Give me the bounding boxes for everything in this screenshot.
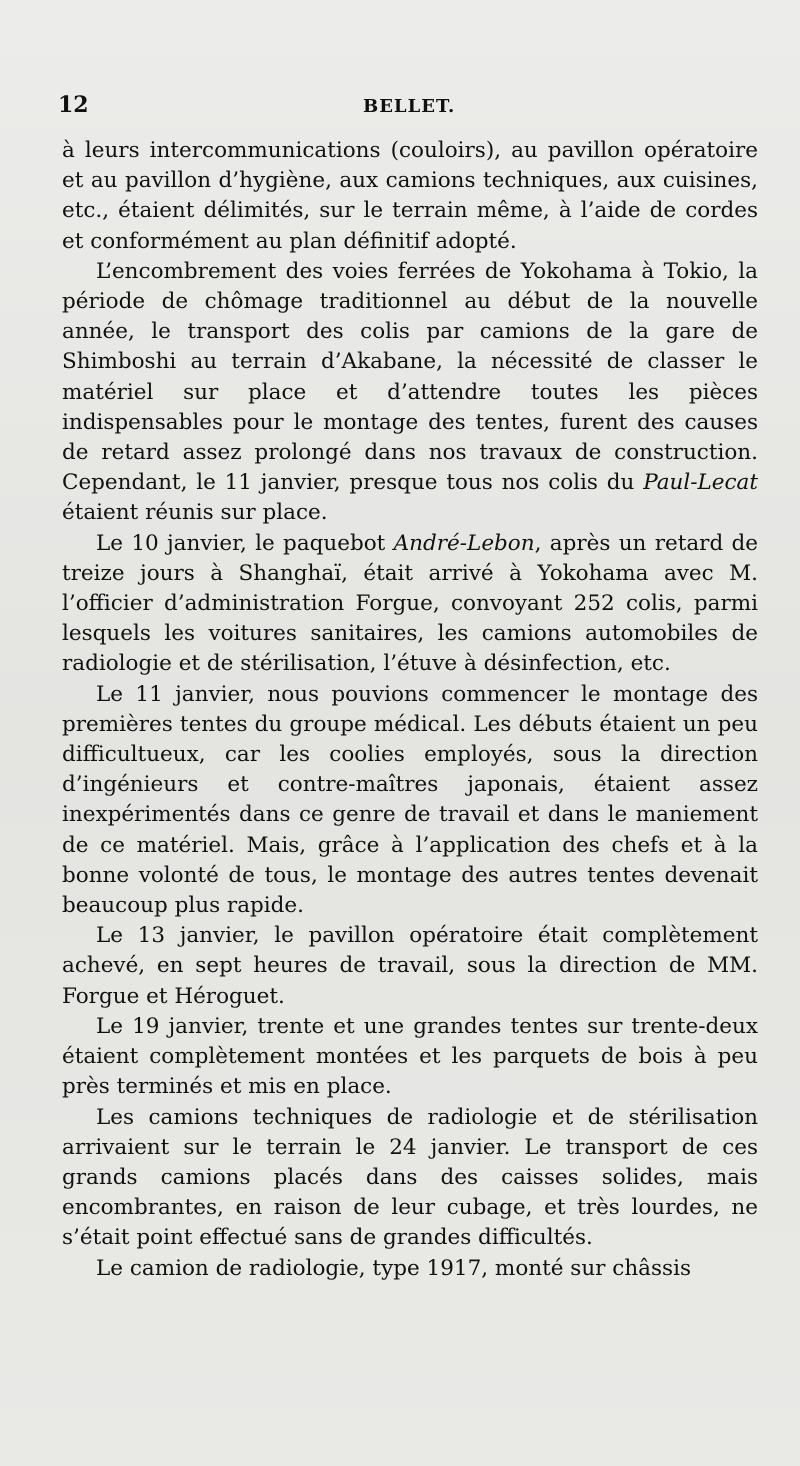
paragraph-8 xyxy=(62,1254,758,1284)
paragraph-2 xyxy=(62,257,758,529)
body-text xyxy=(62,136,758,1284)
page-number: 12 xyxy=(58,92,89,118)
paragraph-5 xyxy=(62,921,758,1012)
paragraph-text: à leurs intercommunications (couloirs), au pavillon opératoire et au pavillon d’hygiène, aux camions techniques, aux cuisines, etc., étaient délimités, sur le terrain même, à l’aide de cordes et conformément au plan définitif adopté. xyxy=(62,138,758,254)
paragraph-text: Le 19 janvier, trente et une grandes tentes sur trente-deux étaient complètement montées et les parquets de bois à peu près terminés et mis en place. xyxy=(62,1013,758,1100)
ship-name: André-Lebon xyxy=(393,530,535,556)
running-head: BELLET. xyxy=(363,96,456,117)
page-header xyxy=(58,92,750,126)
paragraph-text: Le 10 janvier, le paquebot xyxy=(96,530,394,556)
paragraph-text: Les camions techniques de radiologie et de stérilisation arrivaient sur le terrain le 24 janvier. Le transport de ces grands camions placés dans des caisses solides, mais encombrantes, en raison de leur cubage, et très lourdes, ne s’était point effectué sans de grandes difficultés. xyxy=(62,1104,758,1251)
ship-name: Paul-Lecat xyxy=(643,470,758,496)
paragraph-7 xyxy=(62,1103,758,1254)
paragraph-text: étaient réunis sur place. xyxy=(62,500,328,526)
paragraph-text: , après un retard de treize jours à Shanghaï, était arrivé à Yokohama avec M. l’officier d’administration Forgue, convoyant 252 colis, parmi lesquels les voitures sanitaires, les camions automobiles de radiologie et de stérilisation, l’étuve à désinfection, etc. xyxy=(62,530,759,677)
paragraph-4 xyxy=(62,680,758,922)
paragraph-3 xyxy=(62,529,758,680)
paragraph-text: Le 13 janvier, le pavillon opératoire était complètement achevé, en sept heures de travail, sous la direction de MM. Forgue et Héroguet. xyxy=(62,923,758,1009)
paragraph-text: Le 11 janvier, nous pouvions commencer le montage des premières tentes du groupe médical. Les débuts étaient un peu difficultueux, car les coolies employés, sous la direction d’ingénieurs et contre-maîtres japonais, étaient assez inexpérimentés dans ce genre de travail et dans le maniement de ce matériel. Mais, grâce à l’application des chefs et à la bonne volonté de tous, le montage des autres tentes devenait beaucoup plus rapide. xyxy=(62,681,758,919)
paragraph-text: Le camion de radiologie, type 1917, monté sur châssis xyxy=(96,1255,691,1281)
paragraph-1 xyxy=(62,136,758,257)
paragraph-text: L’encombrement des voies ferrées de Yokohama à Tokio, la période de chômage traditionnel au début de la nouvelle année, le transport des colis par camions de la gare de Shimboshi au terrain d’Akabane, la nécessité de classer le matériel sur place et d’attendre toutes les pièces indispensables pour le montage des tentes, furent des causes de retard assez prolongé dans nos travaux de construction. Cependant, le 11 janvier, presque tous nos colis du xyxy=(62,258,758,496)
paragraph-6 xyxy=(62,1012,758,1103)
